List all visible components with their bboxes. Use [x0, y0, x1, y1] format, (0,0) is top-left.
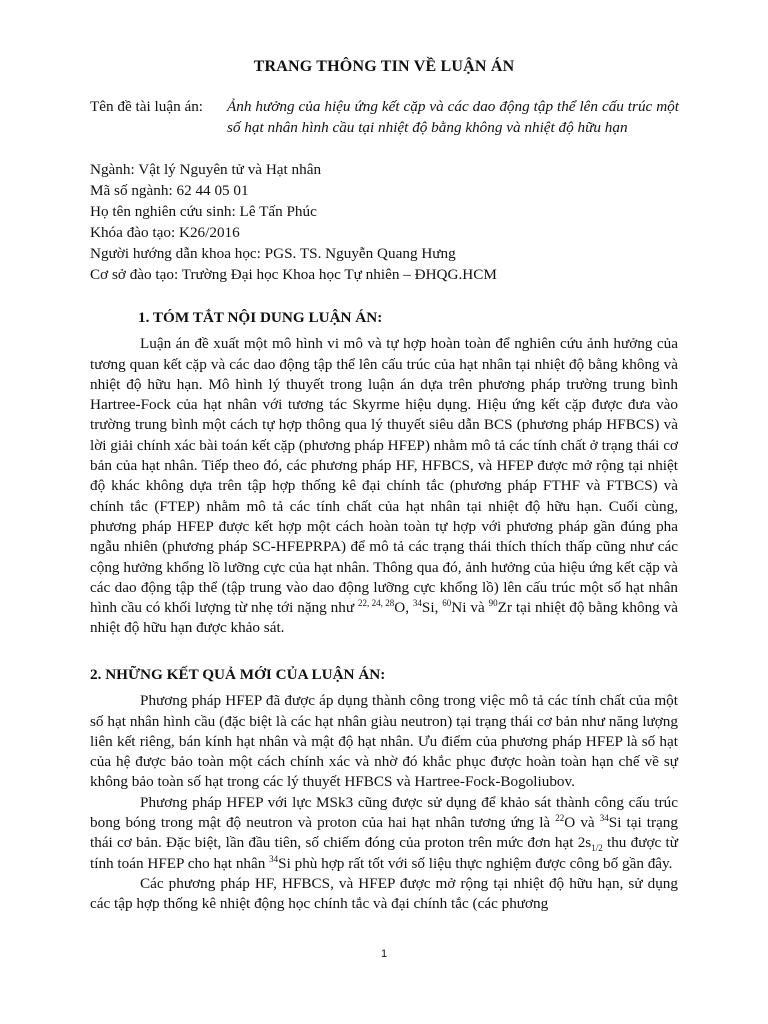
page-title: TRANG THÔNG TIN VỀ LUẬN ÁN — [253, 58, 515, 75]
results-p2-part-b: O và — [564, 814, 600, 832]
results-paragraph-1: Phương pháp HFEP đã được áp dụng thành công trong việc mô tả các tính chất của một số hạt nhân hình cầu (đặc biệt là các hạt nhân giàu neutron) tại trạng thái cơ bản như năng lượng liên kết riêng, bán kính hạt nhân và mật độ hạt nhân. Ưu điểm của phương pháp HFEP là số hạt của hệ được bảo toàn một cách chính xác và nhờ đó khắc phục được hoàn toàn hạn chế về sự không bảo toàn số hạt trong các lý thuyết HFBCS và Hartree-Fock-Bogoliubov. — [90, 692, 678, 791]
zirconium-mass-number: 90 — [488, 598, 498, 609]
thesis-title-label: Tên đề tài luận án: — [90, 98, 204, 115]
results-p2-part-e: Si phù hợp rất tốt với số liệu thực nghiệm được công bố gần đây. — [278, 854, 673, 872]
results-p2-part-c: Si tại trạng thái cơ bản. Đặc biệt, lần đầu tiên, số chiếm đóng của proton trên mức đơn hạt 2s — [90, 814, 678, 852]
results-p2-part-a: Phương pháp HFEP với lực MSk3 cũng được sử dụng để khảo sát thành công cấu trúc bong bóng trong mật độ neutron và proton của hai hạt nhân tương ứng là — [90, 793, 678, 832]
section-summary-heading: 1. TÓM TẮT NỘI DUNG LUẬN ÁN: — [138, 309, 383, 326]
oxygen-symbol: O, — [394, 599, 413, 617]
nickel-symbol: Ni và — [451, 599, 489, 617]
results-p2-sup-2: 34 — [599, 813, 609, 824]
results-p2-sup-1: 22 — [555, 813, 565, 824]
results-paragraph-3: Các phương pháp HF, HFBCS, và HFEP được mở rộng tại nhiệt độ hữu hạn, sử dụng các tập hợp thống kê nhiệt động học chính tắc và đại chính tắc (các phương — [90, 874, 678, 913]
summary-text: Luận án đề xuất một mô hình vi mô và tự hợp hoàn toàn để nghiên cứu ảnh hưởng của tương quan kết cặp và các dao động tập thể lên cấu trúc của hạt nhân tại nhiệt độ bằng không và nhiệt độ hữu hạn. Mô hình lý thuyết trong luận án dựa trên phương pháp trường trung bình Hartree-Fock của hạt nhân với tương tác Skyrme hiệu dụng. Hiệu ứng kết cặp được đưa vào trường trung bình một cách tự hợp thông qua lý thuyết siêu dẫn BCS (phương pháp HFBCS) và lời giải chính xác bài toán kết cặp (phương pháp HFEP) nhằm mô tả các tính chất ở trạng thái cơ bản của hạt nhân. Tiếp theo đó, các phương pháp HF, HFBCS, và HFEP được mở rộng tại nhiệt độ khác không dựa trên tập hợp thống kê đại chính tắc (phương pháp FTHF và FTBCS) và chính tắc (FTEP) nhằm mô tả các tính chất của hạt nhân tại nhiệt độ hữu hạn. Cuối cùng, phương pháp HFEP được kết hợp một cách hoàn toàn tự hợp với phương pháp gần đúng pha ngẫu nhiên (phương pháp SC-HFEPRPA) để mô tả các trạng thái thích thích thấp cũng như các cộng hưởng khổng lồ lưỡng cực của hạt nhân. Thông qua đó, ảnh hưởng của hiệu ứng kết cặp và các dao động tập thể (tập trung vào dao động lưỡng cực khổng lồ) lên cấu trúc một số hạt nhân hình cầu có khối lượng từ nhẹ tới nặng như — [90, 335, 678, 617]
page-number: 1 — [380, 948, 388, 960]
summary-paragraph — [90, 334, 678, 638]
advisor-line: Người hướng dẫn khoa học: PGS. TS. Nguyễn Quang Hưng — [90, 245, 456, 262]
silicon-symbol: Si, — [421, 599, 443, 617]
institution-line: Cơ sở đào tạo: Trường Đại học Khoa học Tự nhiên – ĐHQG.HCM — [90, 266, 497, 283]
section-new-results-heading: 2. NHỮNG KẾT QUẢ MỚI CỦA LUẬN ÁN: — [90, 666, 386, 683]
section-summary — [90, 308, 678, 639]
section-new-results — [90, 665, 678, 915]
thesis-title-row — [90, 96, 680, 159]
oxygen-mass-numbers: 22, 24, 28 — [358, 598, 395, 609]
thesis-info-block — [90, 96, 680, 285]
course-line: Khóa đào tạo: K26/2016 — [90, 224, 240, 241]
silicon-mass-number: 34 — [412, 598, 422, 609]
major-code-line: Mã số ngành: 62 44 05 01 — [90, 182, 249, 199]
nickel-mass-number: 60 — [442, 598, 452, 609]
major-line: Ngành: Vật lý Nguyên tử và Hạt nhân — [90, 161, 322, 178]
results-p2-sup-3: 34 — [269, 853, 279, 864]
student-line: Họ tên nghiên cứu sinh: Lê Tấn Phúc — [90, 203, 317, 220]
summary-ending: Zr tại nhiệt độ bằng không và nhiệt độ hữu hạn được khảo sát. — [90, 599, 679, 637]
thesis-title-value: Ảnh hưởng của hiệu ứng kết cặp và các dao động tập thể lên cấu trúc một số hạt nhân hình cầu tại nhiệt độ bằng không và nhiệt độ hữu hạn — [227, 98, 679, 136]
results-p2-sub: 1/2 — [591, 843, 603, 854]
results-paragraph-2 — [90, 793, 678, 874]
results-p2-part-d: thu được từ tính toán HFEP cho hạt nhân — [90, 834, 678, 872]
